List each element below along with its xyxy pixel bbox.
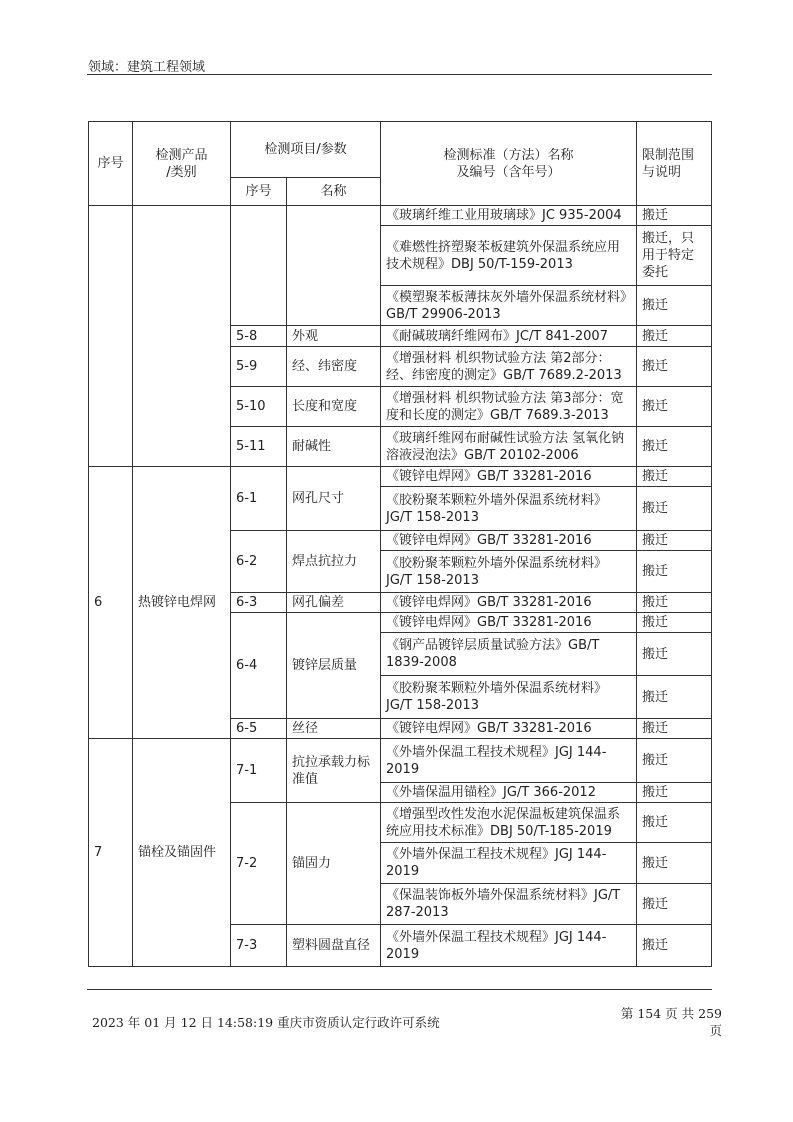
- group-seq-cell: [89, 206, 133, 467]
- limit-cell: 搬迁: [637, 531, 712, 551]
- group-name-cell: 锚栓及锚固件: [133, 739, 231, 967]
- group-name-cell: [133, 206, 231, 467]
- limit-cell: 搬迁: [637, 884, 712, 925]
- limit-cell: 搬迁，只用于特定委托: [637, 226, 712, 286]
- col-header-category: 检测产品 /类别: [133, 122, 231, 206]
- footer-page-number: 第 154 页 共 259 页: [620, 1006, 722, 1038]
- item-name-cell: 网孔尺寸: [287, 467, 381, 531]
- standard-cell: 《镀锌电焊网》GB/T 33281-2016: [381, 467, 637, 487]
- table-row: [89, 206, 712, 226]
- standard-cell: 《玻璃纤维工业用玻璃球》JC 935-2004: [381, 206, 637, 226]
- col-header-seq: 序号: [89, 122, 133, 206]
- standard-cell: 《镀锌电焊网》GB/T 33281-2016: [381, 531, 637, 551]
- standard-cell: 《外墙外保温工程技术规程》JGJ 144-2019: [381, 739, 637, 783]
- standard-cell: 《外墙外保温工程技术规程》JGJ 144-2019: [381, 843, 637, 884]
- item-seq-cell: [231, 206, 287, 326]
- limit-cell: 搬迁: [637, 925, 712, 967]
- item-name-cell: 耐碱性: [287, 427, 381, 467]
- item-name-cell: 镀锌层质量: [287, 613, 381, 719]
- inspection-table: [88, 121, 712, 967]
- limit-cell: 搬迁: [637, 633, 712, 676]
- group-name-cell: 热镀锌电焊网: [133, 467, 231, 739]
- limit-cell: 搬迁: [637, 387, 712, 427]
- item-seq-cell: 5-8: [231, 326, 287, 347]
- limit-cell: 搬迁: [637, 286, 712, 326]
- standard-cell: 《耐碱玻璃纤维网布》JC/T 841-2007: [381, 326, 637, 347]
- item-name-cell: 锚固力: [287, 803, 381, 925]
- limit-cell: 搬迁: [637, 803, 712, 843]
- item-name-cell: 塑料圆盘直径: [287, 925, 381, 967]
- standard-cell: 《难燃性挤塑聚苯板建筑外保温系统应用技术规程》DBJ 50/T-159-2013: [381, 226, 637, 286]
- item-name-cell: 丝径: [287, 719, 381, 739]
- standard-cell: 《增强材料 机织物试验方法 第2部分：经、纬密度的测定》GB/T 7689.2-2013: [381, 347, 637, 387]
- item-seq-cell: 6-4: [231, 613, 287, 719]
- standard-cell: 《外墙外保温工程技术规程》JGJ 144-2019: [381, 925, 637, 967]
- col-header-standard: 检测标准（方法）名称 及编号（含年号）: [381, 122, 637, 206]
- footer-timestamp: 2023 年 01 月 12 日 14:58:19 重庆市资质认定行政许可系统: [92, 1015, 440, 1030]
- standard-cell: 《胶粉聚苯颗粒外墙外保温系统材料》JG/T 158-2013: [381, 676, 637, 719]
- col-header-limit: 限制范围 与说明: [637, 122, 712, 206]
- standard-cell: 《镀锌电焊网》GB/T 33281-2016: [381, 593, 637, 613]
- footer-divider: [87, 989, 712, 990]
- standard-cell: 《增强型改性发泡水泥保温板建筑保温系统应用技术标准》DBJ 50/T-185-2019: [381, 803, 637, 843]
- item-name-cell: 长度和宽度: [287, 387, 381, 427]
- group-seq-cell: 7: [89, 739, 133, 967]
- limit-cell: 搬迁: [637, 326, 712, 347]
- table-row: [89, 739, 712, 783]
- item-seq-cell: 5-11: [231, 427, 287, 467]
- item-seq-cell: 6-2: [231, 531, 287, 593]
- item-seq-cell: 5-10: [231, 387, 287, 427]
- item-seq-cell: 7-2: [231, 803, 287, 925]
- standard-cell: 《增强材料 机织物试验方法 第3部分：宽度和长度的测定》GB/T 7689.3-2013: [381, 387, 637, 427]
- item-seq-cell: 6-3: [231, 593, 287, 613]
- table-row: [89, 467, 712, 487]
- item-name-cell: 经、纬密度: [287, 347, 381, 387]
- item-name-cell: 网孔偏差: [287, 593, 381, 613]
- limit-cell: 搬迁: [637, 551, 712, 593]
- col-header-item-seq: 序号: [231, 178, 287, 206]
- standard-cell: 《外墙保温用锚栓》JG/T 366-2012: [381, 783, 637, 803]
- limit-cell: 搬迁: [637, 427, 712, 467]
- item-name-cell: 外观: [287, 326, 381, 347]
- limit-cell: 搬迁: [637, 467, 712, 487]
- page-header-domain: 领域：建筑工程领域: [88, 60, 206, 75]
- limit-cell: 搬迁: [637, 783, 712, 803]
- standard-cell: 《镀锌电焊网》GB/T 33281-2016: [381, 613, 637, 633]
- item-name-cell: [287, 206, 381, 326]
- limit-cell: 搬迁: [637, 593, 712, 613]
- standard-cell: 《玻璃纤维网布耐碱性试验方法 氢氧化钠溶液浸泡法》GB/T 20102-2006: [381, 427, 637, 467]
- standard-cell: 《保温装饰板外墙外保温系统材料》JG/T 287-2013: [381, 884, 637, 925]
- item-seq-cell: 6-5: [231, 719, 287, 739]
- limit-cell: 搬迁: [637, 676, 712, 719]
- limit-cell: 搬迁: [637, 843, 712, 884]
- item-seq-cell: 5-9: [231, 347, 287, 387]
- col-header-item-group: 检测项目/参数: [231, 122, 381, 178]
- item-seq-cell: 7-1: [231, 739, 287, 803]
- group-seq-cell: 6: [89, 467, 133, 739]
- header-divider: [87, 74, 712, 75]
- item-name-cell: 焊点抗拉力: [287, 531, 381, 593]
- col-header-item-name: 名称: [287, 178, 381, 206]
- item-name-cell: 抗拉承载力标准值: [287, 739, 381, 803]
- limit-cell: 搬迁: [637, 613, 712, 633]
- item-seq-cell: 7-3: [231, 925, 287, 967]
- standard-cell: 《钢产品镀锌层质量试验方法》GB/T 1839-2008: [381, 633, 637, 676]
- limit-cell: 搬迁: [637, 347, 712, 387]
- standard-cell: 《模塑聚苯板薄抹灰外墙外保温系统材料》GB/T 29906-2013: [381, 286, 637, 326]
- standard-cell: 《镀锌电焊网》GB/T 33281-2016: [381, 719, 637, 739]
- limit-cell: 搬迁: [637, 487, 712, 531]
- standard-cell: 《胶粉聚苯颗粒外墙外保温系统材料》JG/T 158-2013: [381, 487, 637, 531]
- limit-cell: 搬迁: [637, 739, 712, 783]
- limit-cell: 搬迁: [637, 719, 712, 739]
- standard-cell: 《胶粉聚苯颗粒外墙外保温系统材料》JG/T 158-2013: [381, 551, 637, 593]
- limit-cell: 搬迁: [637, 206, 712, 226]
- item-seq-cell: 6-1: [231, 467, 287, 531]
